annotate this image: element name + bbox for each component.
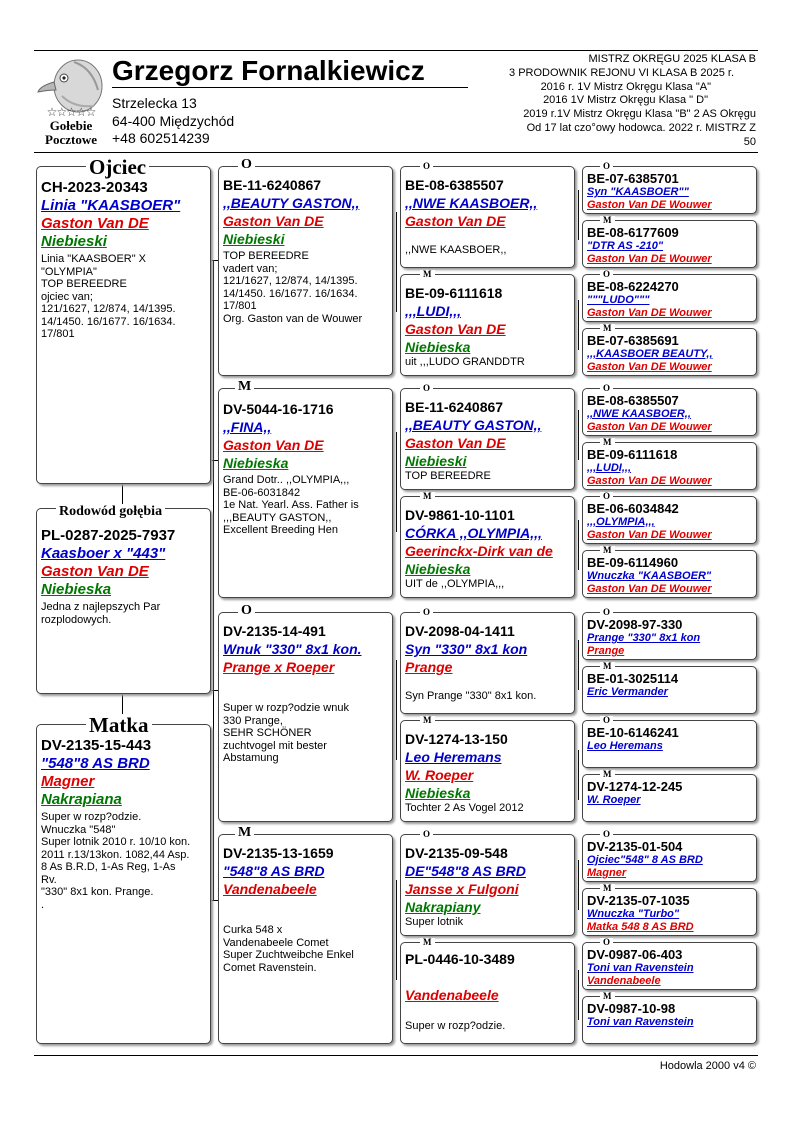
gen3-card[interactable]	[400, 942, 575, 1044]
gen3-card[interactable]	[400, 496, 575, 598]
pigeon-name: Eric Vermander	[587, 686, 668, 698]
note: Super lotnik	[405, 916, 464, 928]
pigeon-name: Kaasboer x "443"	[41, 545, 166, 562]
breeder-name: Grzegorz Fornalkiewicz	[112, 55, 425, 86]
ring-number: CH-2023-20343	[41, 179, 148, 196]
connector-line	[210, 260, 218, 261]
footer-text: Hodowla 2000 v4 ©	[659, 1060, 756, 1072]
breeder: Vandenabeele	[223, 881, 317, 897]
breeder-name-underline	[112, 87, 468, 88]
pigeon-name: Syn "KAASBOER""	[587, 186, 689, 198]
ring-number: DV-1274-12-245	[587, 779, 683, 794]
subject-card[interactable]	[36, 508, 211, 694]
male-badge: O	[420, 830, 433, 839]
ring-number: DV-2135-15-443	[41, 737, 152, 754]
female-badge: M	[235, 380, 254, 394]
pigeon-name: Wnuczka "KAASBOER"	[587, 570, 712, 582]
gen3-card[interactable]	[400, 720, 575, 822]
breeder: Vandenabeele	[587, 975, 661, 987]
male-badge: O	[600, 162, 613, 171]
pigeon-name: CÓRKA ,,OLYMPIA,,,	[405, 525, 542, 541]
connector-line	[396, 212, 397, 312]
pigeon-name: ,,NWE KAASBOER,,	[405, 195, 538, 211]
achievements	[436, 53, 756, 150]
gen4-card[interactable]	[582, 442, 757, 490]
ring-number: BE-08-6385507	[587, 393, 679, 408]
gen3-card[interactable]	[400, 834, 575, 936]
gen3-card[interactable]	[400, 166, 575, 268]
gen2-card[interactable]	[218, 612, 393, 822]
gen4-card[interactable]	[582, 274, 757, 322]
note: ,,NWE KAASBOER,,	[405, 244, 507, 256]
ring-number: BE-09-6114960	[587, 555, 679, 570]
connector-line	[396, 880, 397, 980]
female-badge: M	[235, 826, 254, 840]
gen4-card[interactable]	[582, 612, 757, 660]
color: Niebieska	[405, 339, 471, 355]
male-badge: O	[600, 938, 613, 947]
connector-line	[578, 970, 579, 1020]
female-badge: M	[600, 992, 615, 1001]
male-badge: O	[238, 604, 255, 618]
connector-line	[578, 520, 579, 570]
ring-number: BE-08-6385507	[405, 177, 504, 193]
connector-line	[210, 900, 218, 901]
breeder: Gaston Van DE	[405, 213, 506, 229]
note: Super w rozp?odzie. Wnuczka "548" Super lotnik 2010 r. 10/10 kon. 2011 r.13/13kon. 1082,44 Asp. 8 As B.R.D, 1-As Reg, 1-As Rv. "330" 8x1 kon. Prange. .	[41, 811, 191, 911]
mother-label: Matka	[86, 714, 152, 736]
note: Linia "KAASBOER" X "OLYMPIA" TOP BEREEDRE ojciec van; 121/1627, 12/874, 14/1395. 14/1450. 16/1677. 16/1634. 17/801	[41, 253, 176, 340]
breeder: Gaston Van DE Wouwer	[587, 199, 712, 211]
ring-number: BE-09-6111618	[587, 447, 678, 462]
male-badge: O	[600, 492, 613, 501]
female-badge: M	[420, 492, 435, 501]
female-badge: M	[600, 438, 615, 447]
pigeon-name: Ojciec"548" 8 AS BRD	[587, 854, 703, 866]
ring-number: DV-2135-07-1035	[587, 893, 690, 908]
female-badge: M	[600, 324, 615, 333]
color: Niebieska	[405, 785, 471, 801]
breeder: Gaston Van DE	[41, 563, 149, 580]
pigeon-name: ,,NWE KAASBOER,,	[587, 408, 691, 420]
logo-stars: ☆☆☆☆☆	[46, 105, 96, 119]
note: uit ,,,LUDO GRANDDTR	[405, 356, 525, 368]
pigeon-name: Wnuk "330" 8x1 kon.	[223, 641, 362, 657]
female-badge: M	[420, 716, 435, 725]
ring-number: PL-0446-10-3489	[405, 951, 515, 967]
gen4-card[interactable]	[582, 996, 757, 1044]
pigeon-name: Prange "330" 8x1 kon	[587, 632, 701, 644]
male-badge: O	[600, 716, 613, 725]
pigeon-name: ,,,KAASBOER BEAUTY,,	[587, 348, 713, 360]
ring-number: DV-2098-04-1411	[405, 623, 515, 639]
male-badge: O	[238, 158, 255, 172]
pigeon-name: "548"8 AS BRD	[223, 863, 325, 879]
pigeon-name: ,,FINA,,	[223, 419, 272, 435]
note: TOP BEREEDRE vadert van; 121/1627, 12/874, 14/1395. 14/1450. 16/1677. 16/1634. 17/801 Org. Gaston van de Wouwer	[223, 250, 363, 325]
gen2-card[interactable]	[218, 834, 393, 1044]
breeder: Prange	[405, 659, 453, 675]
connector-line	[578, 750, 579, 800]
connector-line	[210, 690, 218, 691]
pigeon-name: """LUDO"""	[587, 294, 650, 306]
note: Syn Prange "330" 8x1 kon.	[405, 690, 537, 702]
gen4-card[interactable]	[582, 166, 757, 214]
breeder: Geerinckx-Dirk van de	[405, 543, 553, 559]
gen4-card[interactable]	[582, 834, 757, 882]
gen4-card[interactable]	[582, 720, 757, 768]
male-badge: O	[420, 162, 433, 171]
connector-line	[578, 300, 579, 350]
pigeon-name: Syn "330" 8x1 kon	[405, 641, 528, 657]
ring-number: DV-2098-97-330	[587, 617, 683, 632]
color: Niebieski	[223, 231, 285, 247]
pigeon-name: "DTR AS -210"	[587, 240, 664, 252]
note: Jedna z najlepszych Par rozplodowych.	[41, 601, 161, 626]
breeder: Gaston Van DE Wouwer	[587, 361, 712, 373]
pigeon-name: Leo Heremans	[405, 749, 502, 765]
logo	[34, 56, 108, 148]
pigeon-name: ,,,LUDI,,,	[405, 303, 461, 319]
breeder: Magner	[41, 773, 95, 790]
ring-number: DV-5044-16-1716	[223, 401, 334, 417]
female-badge: M	[420, 938, 435, 947]
pigeon-name: Linia "KAASBOER"	[41, 197, 181, 214]
note: Grand Dotr.. ,,OLYMPIA,,, BE-06-6031842 1e Nat. Yearl. Ass. Father is ,,,BEAUTY GASTON,, Excellent Breeding Hen	[223, 474, 359, 536]
connector-line	[578, 860, 579, 910]
father-card[interactable]	[36, 166, 211, 484]
ring-number: DV-2135-09-548	[405, 845, 508, 861]
ring-number: PL-0287-2025-7937	[41, 527, 176, 544]
ring-number: DV-2135-13-1659	[223, 845, 334, 861]
gen4-card[interactable]	[582, 888, 757, 936]
color: Niebieski	[41, 233, 107, 250]
ring-number: BE-07-6385691	[587, 333, 679, 348]
breeder: Gaston Van DE	[405, 321, 506, 337]
pigeon-name: "548"8 AS BRD	[41, 755, 150, 772]
pigeon-name: ,,BEAUTY GASTON,,	[405, 417, 542, 433]
gen4-card[interactable]	[582, 496, 757, 544]
logo-text-line1: Gołebie	[49, 118, 93, 133]
female-badge: M	[600, 662, 615, 671]
ring-number: BE-09-6111618	[405, 285, 503, 301]
breeder: Gaston Van DE	[223, 213, 324, 229]
breeder: Gaston Van DE	[405, 435, 506, 451]
breeder: Prange x Roeper	[223, 659, 335, 675]
connector-line	[213, 260, 214, 720]
female-badge: M	[600, 216, 615, 225]
pigeon-name: ,,BEAUTY GASTON,,	[223, 195, 360, 211]
pigeon-name: W. Roeper	[587, 794, 641, 806]
male-badge: O	[420, 384, 433, 393]
ring-number: BE-11-6240867	[405, 399, 504, 415]
color: Niebieska	[41, 581, 112, 598]
female-badge: M	[600, 884, 615, 893]
breeder: Gaston Van DE	[223, 437, 324, 453]
ring-number: BE-11-6240867	[223, 177, 322, 193]
breeder-address-street: Strzelecka 13	[112, 95, 197, 111]
pigeon-name: Toni van Ravenstein	[587, 962, 694, 974]
ring-number: BE-08-6177609	[587, 225, 679, 240]
ring-number: DV-0987-06-403	[587, 947, 683, 962]
gen4-card[interactable]	[582, 388, 757, 436]
note: TOP BEREEDRE	[405, 470, 491, 482]
female-badge: M	[600, 546, 615, 555]
gen4-card[interactable]	[582, 220, 757, 268]
achievement-line: 50	[743, 135, 756, 148]
achievement-line: Od 17 lat czo°owy hodowca. 2022 r. MISTRZ Z	[526, 121, 756, 134]
note: Tochter 2 As Vogel 2012	[405, 802, 524, 814]
mother-card[interactable]	[36, 724, 211, 1044]
note: Super w rozp?odzie.	[405, 1020, 506, 1032]
achievement-line: MISTRZ OKRĘGU 2025 KLASA B	[588, 53, 756, 65]
male-badge: O	[420, 608, 433, 617]
ring-number: BE-06-6034842	[587, 501, 679, 516]
gen4-card[interactable]	[582, 942, 757, 990]
male-badge: O	[600, 608, 613, 617]
male-badge: O	[600, 270, 613, 279]
breeder-address-city: 64-400 Międzychód	[112, 113, 235, 129]
ring-number: BE-01-3025114	[587, 671, 679, 686]
color: Nakrapiany	[405, 899, 481, 915]
note: UIT de ,,OLYMPIA,,,	[405, 578, 505, 590]
ring-number: DV-2135-01-504	[587, 839, 683, 854]
connector-line	[578, 640, 579, 690]
breeder: W. Roeper	[405, 767, 474, 783]
color: Niebieska	[223, 455, 289, 471]
breeder: Prange	[587, 645, 625, 657]
breeder: Gaston Van DE Wouwer	[587, 421, 712, 433]
note: Super w rozp?odzie wnuk 330 Prange, SEHR SCHÖNER zuchtvogel mit bester Abstamung	[223, 702, 349, 764]
ring-number: BE-08-6224270	[587, 279, 679, 294]
pigeon-name: Leo Heremans	[587, 740, 663, 752]
breeder: Magner	[587, 867, 627, 879]
breeder: Jansse x Fulgoni	[405, 881, 519, 897]
gen3-card[interactable]	[400, 612, 575, 714]
breeder: Gaston Van DE Wouwer	[587, 307, 712, 319]
subject-label: Rodowód gołębia	[56, 504, 165, 519]
ring-number: DV-0987-10-98	[587, 1001, 676, 1016]
color: Niebieska	[405, 561, 471, 577]
breeder: Vandenabeele	[405, 987, 499, 1003]
breeder: Gaston Van DE	[41, 215, 149, 232]
connector-line	[396, 432, 397, 532]
connector-line	[213, 720, 214, 900]
color: Niebieski	[405, 453, 467, 469]
female-badge: M	[420, 270, 435, 279]
pigeon-name: ,,,OLYMPIA,,,	[587, 516, 655, 528]
gen4-card[interactable]	[582, 328, 757, 376]
pigeon-name: Toni van Ravenstein	[587, 1016, 694, 1028]
achievement-line: 3 PRODOWNIK REJONU VI KLASA B 2025 r.	[509, 66, 734, 79]
note: Curka 548 x Vandenabeele Comet Super Zuchtweibche Enkel Comet Ravenstein.	[223, 924, 354, 974]
header-bottom-rule	[34, 152, 758, 153]
gen3-card[interactable]	[400, 274, 575, 376]
ring-number: BE-07-6385701	[587, 171, 679, 186]
breeder: Matka 548 8 AS BRD	[587, 921, 694, 933]
male-badge: O	[600, 384, 613, 393]
breeder: Gaston Van DE Wouwer	[587, 529, 712, 541]
connector-line	[396, 660, 397, 760]
female-badge: M	[600, 770, 615, 779]
pigeon-name: Wnuczka "Turbo"	[587, 908, 680, 920]
breeder: Gaston Van DE Wouwer	[587, 583, 712, 595]
header-top-rule	[34, 50, 758, 51]
connector-line	[578, 410, 579, 460]
ring-number: DV-9861-10-1101	[405, 507, 515, 523]
connector-line	[578, 190, 579, 240]
achievement-line: 2016 1V Mistrz Okręgu Klasa " D"	[543, 94, 708, 107]
ring-number: DV-2135-14-491	[223, 623, 326, 639]
father-label: Ojciec	[86, 156, 149, 178]
gen3-card[interactable]	[400, 388, 575, 490]
pigeon-name: DE"548"8 AS BRD	[405, 863, 526, 879]
color: Nakrapiana	[41, 791, 122, 808]
male-badge: O	[600, 830, 613, 839]
gen2-card[interactable]	[218, 166, 393, 376]
gen4-card[interactable]	[582, 666, 757, 714]
breeder: Gaston Van DE Wouwer	[587, 253, 712, 265]
logo-text-line2: Pocztowe	[45, 132, 97, 147]
pigeon-name: ,,,LUDI,,,	[587, 462, 631, 474]
breeder-phone: +48 602514239	[112, 130, 210, 146]
breeder: Gaston Van DE Wouwer	[587, 475, 712, 487]
ring-number: DV-1274-13-150	[405, 731, 508, 747]
footer-rule	[34, 1055, 758, 1056]
achievement-line: 2019 r.1V Mistrz Okręgu Klasa "B" 2 AS Okręgu	[523, 108, 756, 121]
ring-number: BE-10-6146241	[587, 725, 679, 740]
achievement-line: 2016 r. 1V Mistrz Okręgu Klasa "A"	[540, 80, 711, 93]
gen4-card[interactable]	[582, 774, 757, 822]
gen4-card[interactable]	[582, 550, 757, 598]
connector-line	[210, 460, 218, 461]
gen2-card[interactable]	[218, 388, 393, 598]
